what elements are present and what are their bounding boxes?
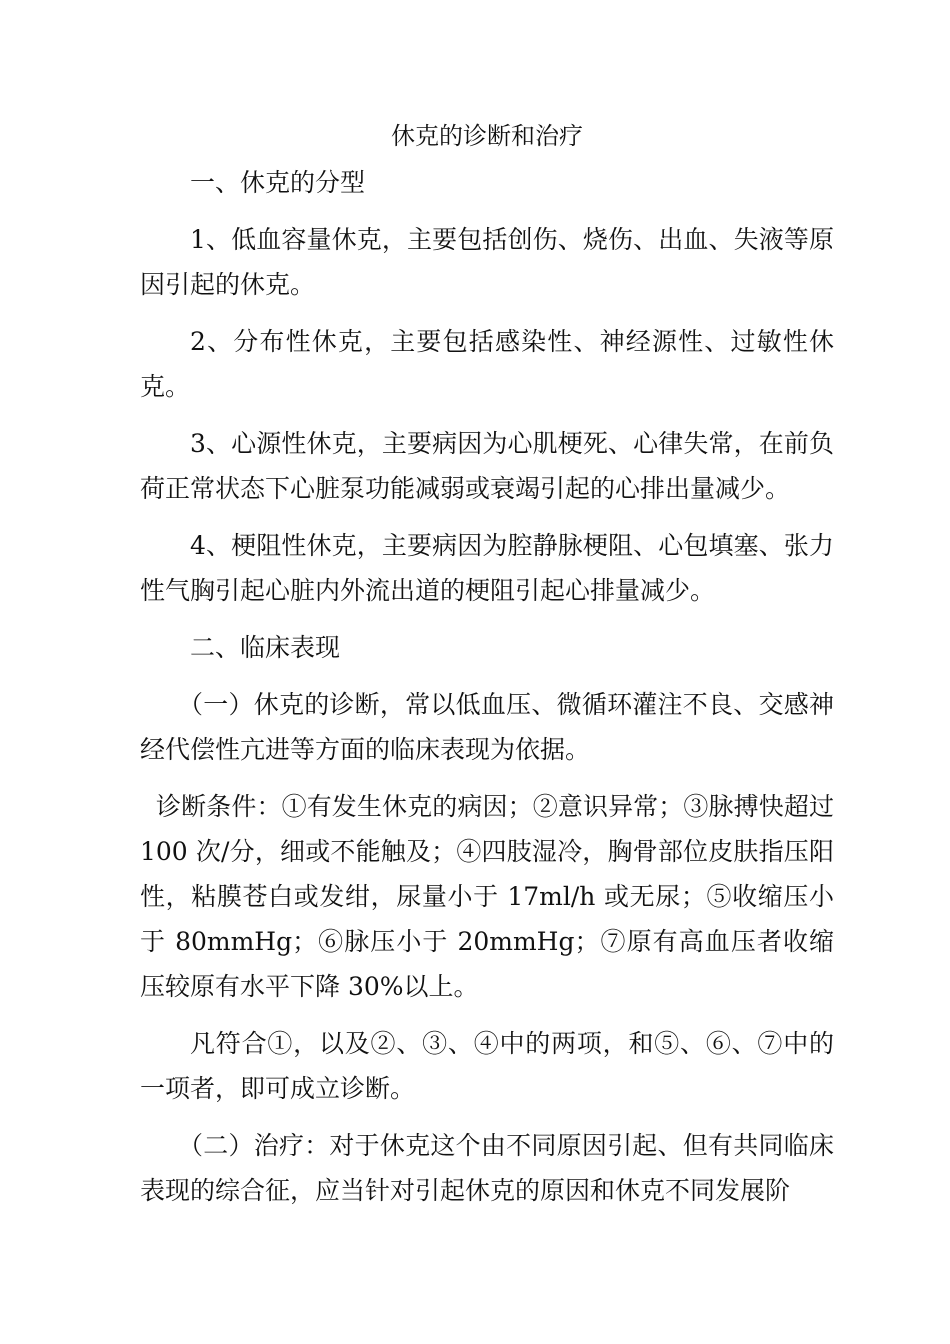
section-heading-classification: 一、休克的分型 [190,168,366,197]
paragraph-distributive-shock: 2、分布性休克，主要包括感染性、神经源性、过敏性休克。 [140,327,834,401]
document-title: 休克的诊断和治疗 [391,122,583,150]
paragraph-hypovolemic-shock: 1、低血容量休克，主要包括创伤、烧伤、出血、失液等原因引起的休克。 [140,225,834,299]
paragraph-obstructive-shock: 4、梗阻性休克，主要病因为腔静脉梗阻、心包填塞、张力性气胸引起心脏内外流出道的梗阻引起心排量减少。 [140,531,834,605]
paragraph-diagnosis-intro: （一）休克的诊断，常以低血压、微循环灌注不良、交感神经代偿性亢进等方面的临床表现为依据。 [140,690,834,764]
paragraph-diagnosis-rule: 凡符合①，以及②、③、④中的两项，和⑤、⑥、⑦中的一项者，即可成立诊断。 [140,1029,834,1103]
section-heading-clinical: 二、临床表现 [190,633,341,662]
paragraph-cardiogenic-shock: 3、心源性休克，主要病因为心肌梗死、心律失常，在前负荷正常状态下心脏泵功能减弱或衰竭引起的心排出量减少。 [140,429,834,503]
document-page [140,112,834,1225]
paragraph-diagnosis-criteria: 诊断条件：①有发生休克的病因；②意识异常；③脉搏快超过 100 次/分，细或不能触及；④四肢湿冷，胸骨部位皮肤指压阳性，粘膜苍白或发绀，尿量小于 17ml/h 或无尿；⑤收缩压小于 80mmHg；⑥脉压小于 20mmHg；⑦原有高血压者收缩压较原有水平下降 30%以上。 [140,792,834,1001]
paragraph-treatment: （二）治疗：对于休克这个由不同原因引起、但有共同临床表现的综合征，应当针对引起休克的原因和休克不同发展阶 [140,1131,834,1205]
